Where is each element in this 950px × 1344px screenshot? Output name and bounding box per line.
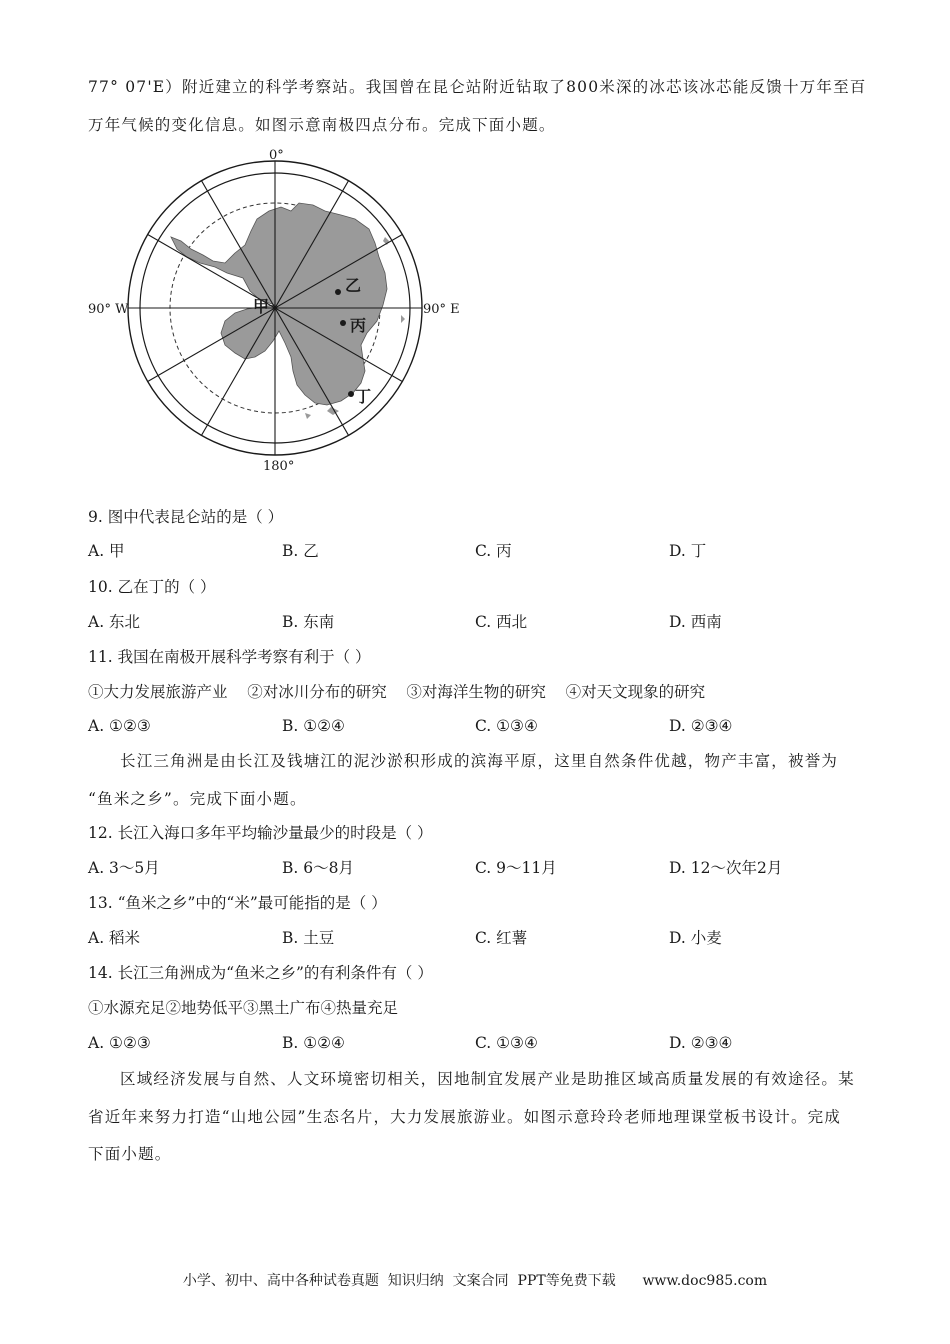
q11-option-b: B. ①②④	[282, 717, 345, 735]
q9-option-c: C. 丙	[475, 542, 512, 560]
label-90e: 90° E	[423, 302, 460, 317]
intro-line-2: 万年气候的变化信息。如图示意南极四点分布。完成下面小题。	[88, 116, 556, 134]
q12-option-d: D. 12～次年2月	[669, 859, 783, 877]
intro3-line-3: 下面小题。	[88, 1145, 172, 1163]
point-bing-label: 丙	[350, 316, 367, 335]
point-yi-dot	[335, 289, 341, 295]
q13-option-b: B. 土豆	[282, 929, 335, 947]
point-yi-label: 乙	[345, 276, 362, 295]
q13-option-a: A. 稻米	[88, 929, 141, 947]
point-jia-label: 甲	[253, 297, 270, 316]
page-footer: 小学、初中、高中各种试卷真题 知识归纳 文案合同 PPT等免费下载 www.doc985.com	[182, 1273, 768, 1289]
q9-option-a: A. 甲	[88, 542, 125, 560]
q11-option-a: A. ①②③	[88, 717, 151, 735]
q11-option-c: C. ①③④	[475, 717, 538, 735]
q14-option-b: B. ①②④	[282, 1034, 345, 1052]
map-island	[401, 315, 405, 323]
antarctica-map	[85, 145, 465, 475]
q14-option-c: C. ①③④	[475, 1034, 538, 1052]
intro3-line-2: 省近年来努力打造“山地公园”生态名片，大力发展旅游业。如图示意玲玲老师地理课堂板书设计。完成	[88, 1108, 842, 1126]
q14-option-d: D. ②③④	[669, 1034, 733, 1052]
q11-option-d: D. ②③④	[669, 717, 733, 735]
intro2-line-1: 长江三角洲是由长江及钱塘江的泥沙淤积形成的滨海平原，这里自然条件优越，物产丰富，被誉为	[120, 752, 839, 770]
q12-option-c: C. 9～11月	[475, 859, 557, 877]
map-island	[305, 413, 311, 419]
point-bing-dot	[340, 320, 346, 326]
question-13-stem: 13. “鱼米之乡”中的“米”最可能指的是（ ）	[88, 894, 387, 912]
antarctica-landmass	[171, 203, 387, 405]
question-10-stem: 10. 乙在丁的（ ）	[88, 578, 216, 596]
q12-option-a: A. 3～5月	[88, 859, 160, 877]
meridians	[128, 161, 422, 455]
label-180: 180°	[263, 459, 295, 474]
q13-option-d: D. 小麦	[669, 929, 722, 947]
question-14-stem: 14. 长江三角洲成为“鱼米之乡”的有利条件有（ ）	[88, 964, 433, 982]
q10-option-a: A. 东北	[88, 613, 141, 631]
q10-option-d: D. 西南	[669, 613, 722, 631]
point-ding-dot	[348, 391, 354, 397]
q13-option-c: C. 红薯	[475, 929, 528, 947]
q14-items: ①水源充足②地势低平③黑土广布④热量充足	[88, 999, 399, 1017]
intro-line-1: 77° 07'E）附近建立的科学考察站。我国曾在昆仑站附近钻取了800米深的冰芯该冰芯能反馈十万年至百	[88, 78, 867, 96]
q10-option-b: B. 东南	[282, 613, 335, 631]
q14-option-a: A. ①②③	[88, 1034, 151, 1052]
label-90w: 90° W	[88, 302, 129, 317]
label-0: 0°	[269, 148, 284, 163]
q12-option-b: B. 6～8月	[282, 859, 354, 877]
question-11-stem: 11. 我国在南极开展科学考察有利于（ ）	[88, 648, 371, 666]
point-ding-label: 丁	[355, 387, 372, 406]
question-12-stem: 12. 长江入海口多年平均输沙量最少的时段是（ ）	[88, 824, 433, 842]
q9-option-d: D. 丁	[669, 542, 707, 560]
intro2-line-2: “鱼米之乡”。完成下面小题。	[88, 790, 307, 808]
q11-items: ①大力发展旅游产业 ②对冰川分布的研究 ③对海洋生物的研究 ④对天文现象的研究	[88, 683, 706, 701]
q9-option-b: B. 乙	[282, 542, 319, 560]
q10-option-c: C. 西北	[475, 613, 528, 631]
intro3-line-1: 区域经济发展与自然、人文环境密切相关，因地制宜发展产业是助推区域高质量发展的有效途径。某	[120, 1070, 855, 1088]
question-9-stem: 9. 图中代表昆仑站的是（ ）	[88, 508, 284, 526]
